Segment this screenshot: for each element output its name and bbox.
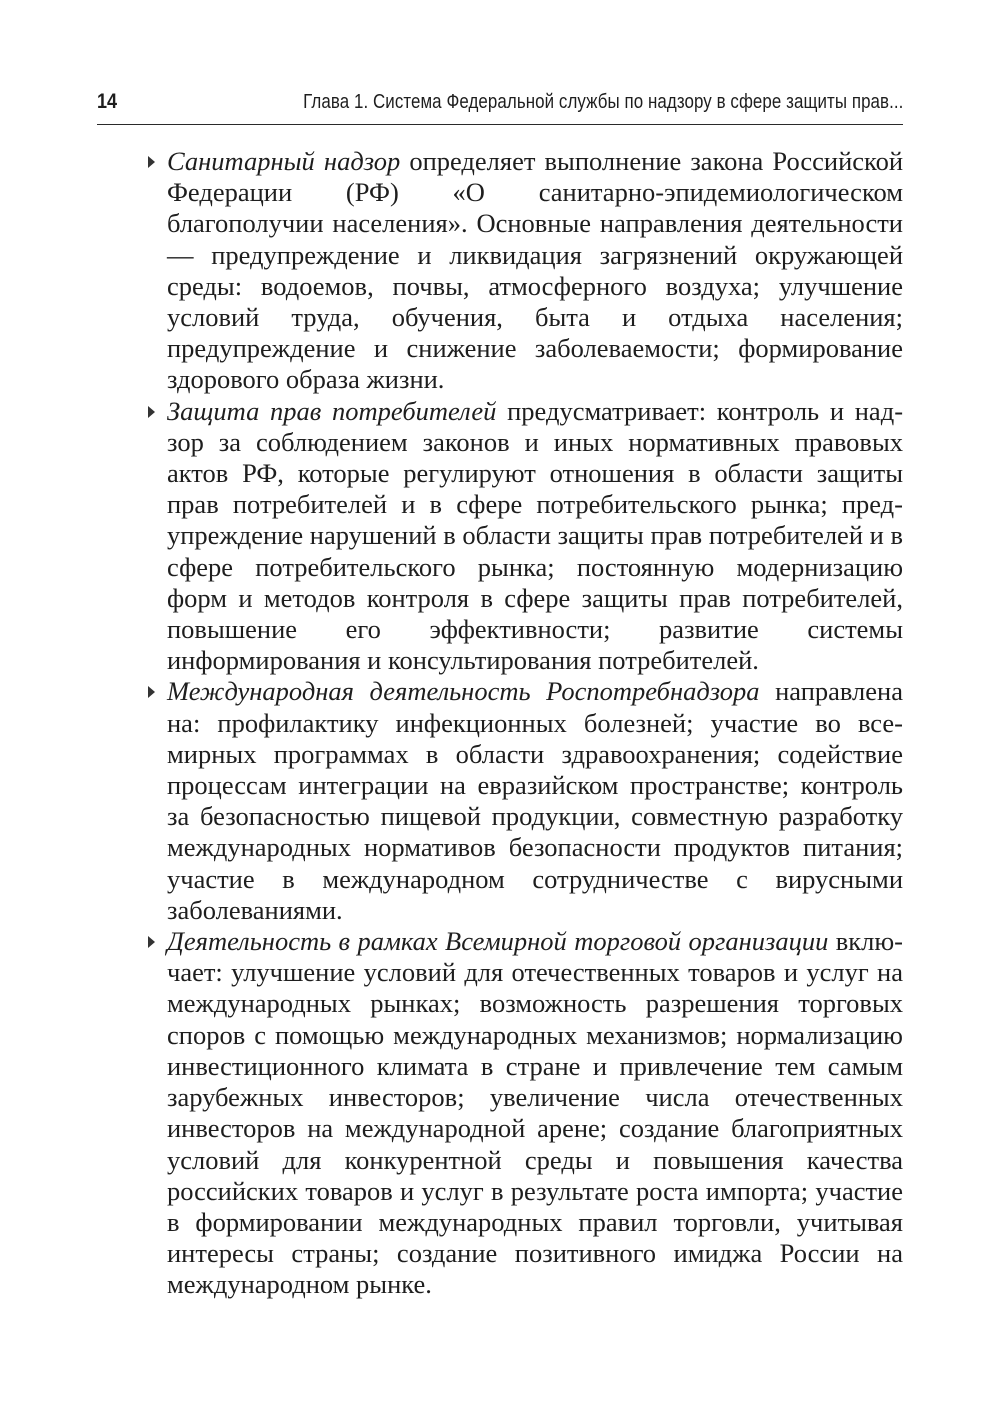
list-item <box>97 676 903 926</box>
item-term: Деятельность в рамках Всемирной торговой организации <box>167 926 829 957</box>
page-header <box>97 90 903 125</box>
list-item <box>97 396 903 677</box>
item-text: определяет выполнение закона Российской Федерации (РФ) «О санитарно-эпидемиологическом благополучии населения». Основные направления деятельности — предупреждение и ликвидация загрязнений окружающей среды: водоемов, почвы, атмосферного воздуха; улучшение условий труда, обучения, быта и отдыха населения; предупреждение и снижение заболеваемости; формирование здорового образа жизни. <box>167 146 903 395</box>
item-text: включает: улучшение условий для отечественных товаров и услуг на международных рынках; возможность разрешения торговых споров с помощью международных механизмов; нормализацию инвестиционного климата в стране и привлечение тем самым зарубежных инвесторов; увеличение числа отечественных инвесторов на международной арене; создание благоприятных условий для конкурентной среды и повышения качества российских товаров и услуг в результате роста импорта; участие в формировании международных правил торговли, учитывая интересы страны; создание позитивного имиджа России на международном рынке. <box>167 926 903 1300</box>
item-text: предусматривает: контроль и надзор за соблюдением законов и иных нормативных правовых актов РФ, которые регулируют отношения в области защиты прав потребителей и в сфере потребительского рынка; предупреждение нарушений в области защиты прав потребителей и в сфере потребительского рынка; постоянную модернизацию форм и методов контроля в сфере защиты прав потребителей, повышение его эффективности; развитие системы информирования и консультирования потребителей. <box>167 395 904 676</box>
list-item <box>97 926 903 1300</box>
page-number: 14 <box>97 90 118 113</box>
bullet-triangle-icon <box>148 686 155 698</box>
bullet-list <box>97 146 903 1301</box>
item-text: направлена на: профилактику инфекционных болезней; участие во всемирных программах в области здравоохранения; содействие процессам интеграции на евразийском пространстве; контроль за безопасностью пищевой продукции, совместную разработку международных нормативов безопасности продуктов питания; участие в международном сотрудничестве с вирусными заболеваниями. <box>167 676 903 925</box>
running-title: Глава 1. Система Федеральной службы по надзору в сфере защиты прав... <box>302 91 903 113</box>
bullet-triangle-icon <box>148 936 155 948</box>
item-term: Международная деятельность Роспотребнадзора <box>167 676 760 707</box>
item-term: Санитарный надзор <box>167 146 401 176</box>
list-item <box>97 146 903 396</box>
bullet-triangle-icon <box>148 406 155 418</box>
item-term: Защита прав потребителей <box>167 395 497 426</box>
bullet-triangle-icon <box>148 156 155 168</box>
